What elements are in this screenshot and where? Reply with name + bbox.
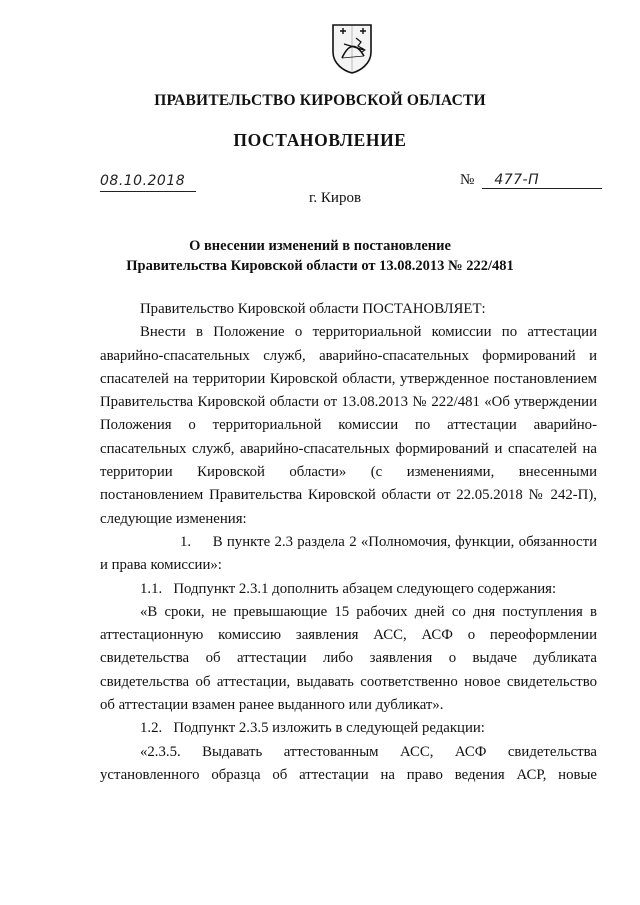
item-1-paragraph — [100, 531, 597, 578]
document-type-title: ПОСТАНОВЛЕНИЕ — [233, 130, 407, 150]
item-1-2-text: Подпункт 2.3.5 изложить в следующей редакции: — [173, 720, 485, 737]
subject-line-1: О внесении изменений в постановление — [189, 238, 451, 254]
item-1-1-paragraph — [100, 578, 597, 601]
document-number-block — [460, 172, 602, 189]
subject-line-2: Правительства Кировской области от 13.08.2013 № 222/481 — [126, 258, 514, 274]
item-1-1-number: 1.1. — [140, 580, 163, 597]
kirov-coat-of-arms-icon — [330, 22, 374, 74]
city-line: г. Киров — [308, 190, 362, 206]
document-subject — [0, 236, 640, 276]
document-number: 477-П — [482, 172, 602, 189]
item-1-number: 1. — [180, 533, 192, 550]
main-paragraph: Внести в Положение о территориальной комиссии по аттестации аварийно-спасательных служб, аварийно-спасательных формирований и спасателей на территории Кировской области, утвержденное постановлением Правительства Кировской области от 13.08.2013 № 222/481 «Об утверждении Положения о территориальной комиссии по аттестации аварийно-спасательных служб, аварийно-спасательных формирований и спасателей на территории Кировской области» (с изменениями, внесенными постановлением Правительства Кировской области от 22.05.2018 № 242-П), следующие изменения: — [100, 324, 597, 527]
preamble-paragraph: Правительство Кировской области ПОСТАНОВЛЯЕТ: — [140, 301, 486, 317]
organization-title: ПРАВИТЕЛЬСТВО КИРОВСКОЙ ОБЛАСТИ — [154, 92, 486, 109]
number-sign: № — [460, 172, 475, 188]
item-1-2-number: 1.2. — [140, 720, 163, 737]
item-1-text: В пункте 2.3 раздела 2 «Полномочия, функции, обязанности и права комиссии»: — [100, 533, 598, 574]
quote-2-paragraph: «2.3.5. Выдавать аттестованным АСС, АСФ свидетельства установленного образца об аттестации на право ведения АСР, новые — [100, 743, 597, 783]
item-1-2-paragraph — [100, 717, 597, 740]
item-1-1-text: Подпункт 2.3.1 дополнить абзацем следующего содержания: — [173, 580, 557, 597]
quote-1-paragraph: «В сроки, не превышающие 15 рабочих дней со дня поступления в аттестационную комиссию заявления АСС, АСФ о переоформлении свидетельства об аттестации либо заявления о выдаче дубликата свидетельства об аттестации, выдавать соответственно новое свидетельство об аттестации взамен ранее выданного или дубликат». — [100, 603, 597, 714]
document-date: 08.10.2018 — [100, 173, 196, 192]
document-body — [100, 298, 597, 787]
